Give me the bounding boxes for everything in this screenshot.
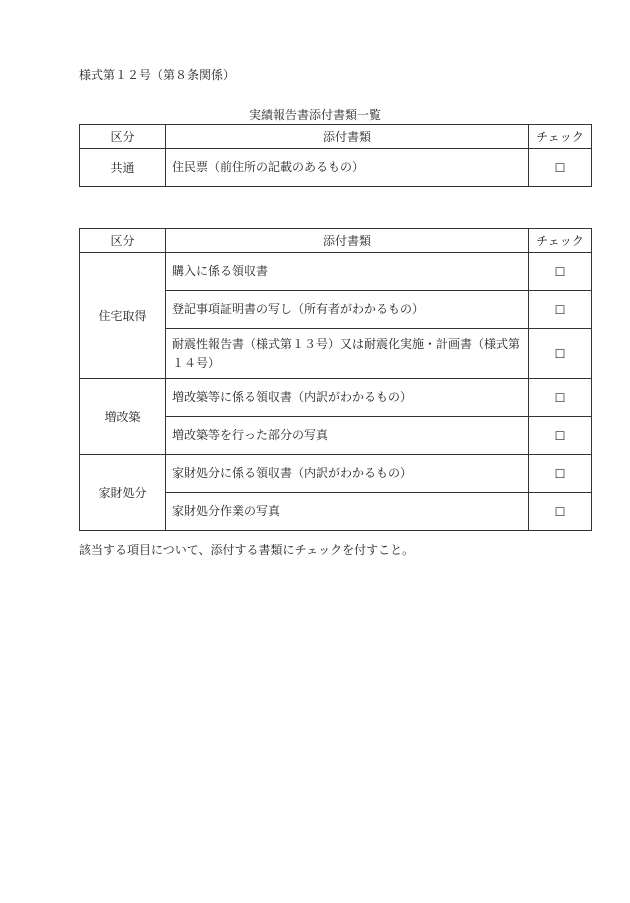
category-cell: 共通 [80, 149, 166, 187]
checkbox[interactable]: ☐ [529, 417, 592, 455]
header-documents: 添付書類 [166, 125, 529, 149]
table-row [80, 253, 592, 291]
checkbox[interactable]: ☐ [529, 455, 592, 493]
document-title: 実績報告書添付書類一覧 [248, 108, 381, 122]
document-cell: 耐震性報告書（様式第１３号）又は耐震化実施・計画書（様式第１４号） [166, 329, 529, 379]
document-cell: 増改築等に係る領収書（内訳がわかるもの） [166, 379, 529, 417]
table-row [80, 149, 592, 187]
checkbox[interactable]: ☐ [529, 149, 592, 187]
category-cell-household-disposal: 家財処分 [80, 455, 166, 531]
table-header-row [80, 125, 592, 149]
footnote: 該当する項目について、添付する書類にチェックを付すこと。 [79, 543, 415, 557]
category-cell-housing-acquisition: 住宅取得 [80, 253, 166, 379]
checkbox[interactable]: ☐ [529, 379, 592, 417]
table-row [80, 455, 592, 493]
document-cell: 家財処分に係る領収書（内訳がわかるもの） [166, 455, 529, 493]
document-cell: 増改築等を行った部分の写真 [166, 417, 529, 455]
document-cell: 家財処分作業の写真 [166, 493, 529, 531]
checkbox[interactable]: ☐ [529, 291, 592, 329]
common-documents-table [79, 124, 592, 187]
header-documents: 添付書類 [166, 229, 529, 253]
category-documents-table [79, 228, 592, 531]
header-category: 区分 [80, 229, 166, 253]
checkbox[interactable]: ☐ [529, 253, 592, 291]
document-cell: 登記事項証明書の写し（所有者がわかるもの） [166, 291, 529, 329]
form-number: 様式第１２号（第８条関係） [79, 68, 236, 82]
table-header-row [80, 229, 592, 253]
document-cell: 購入に係る領収書 [166, 253, 529, 291]
header-category: 区分 [80, 125, 166, 149]
header-check: チェック [529, 229, 592, 253]
checkbox[interactable]: ☐ [529, 493, 592, 531]
table-row [80, 379, 592, 417]
checkbox[interactable]: ☐ [529, 329, 592, 379]
header-check: チェック [529, 125, 592, 149]
document-cell: 住民票（前住所の記載のあるもの） [166, 149, 529, 187]
category-cell-renovation: 増改築 [80, 379, 166, 455]
